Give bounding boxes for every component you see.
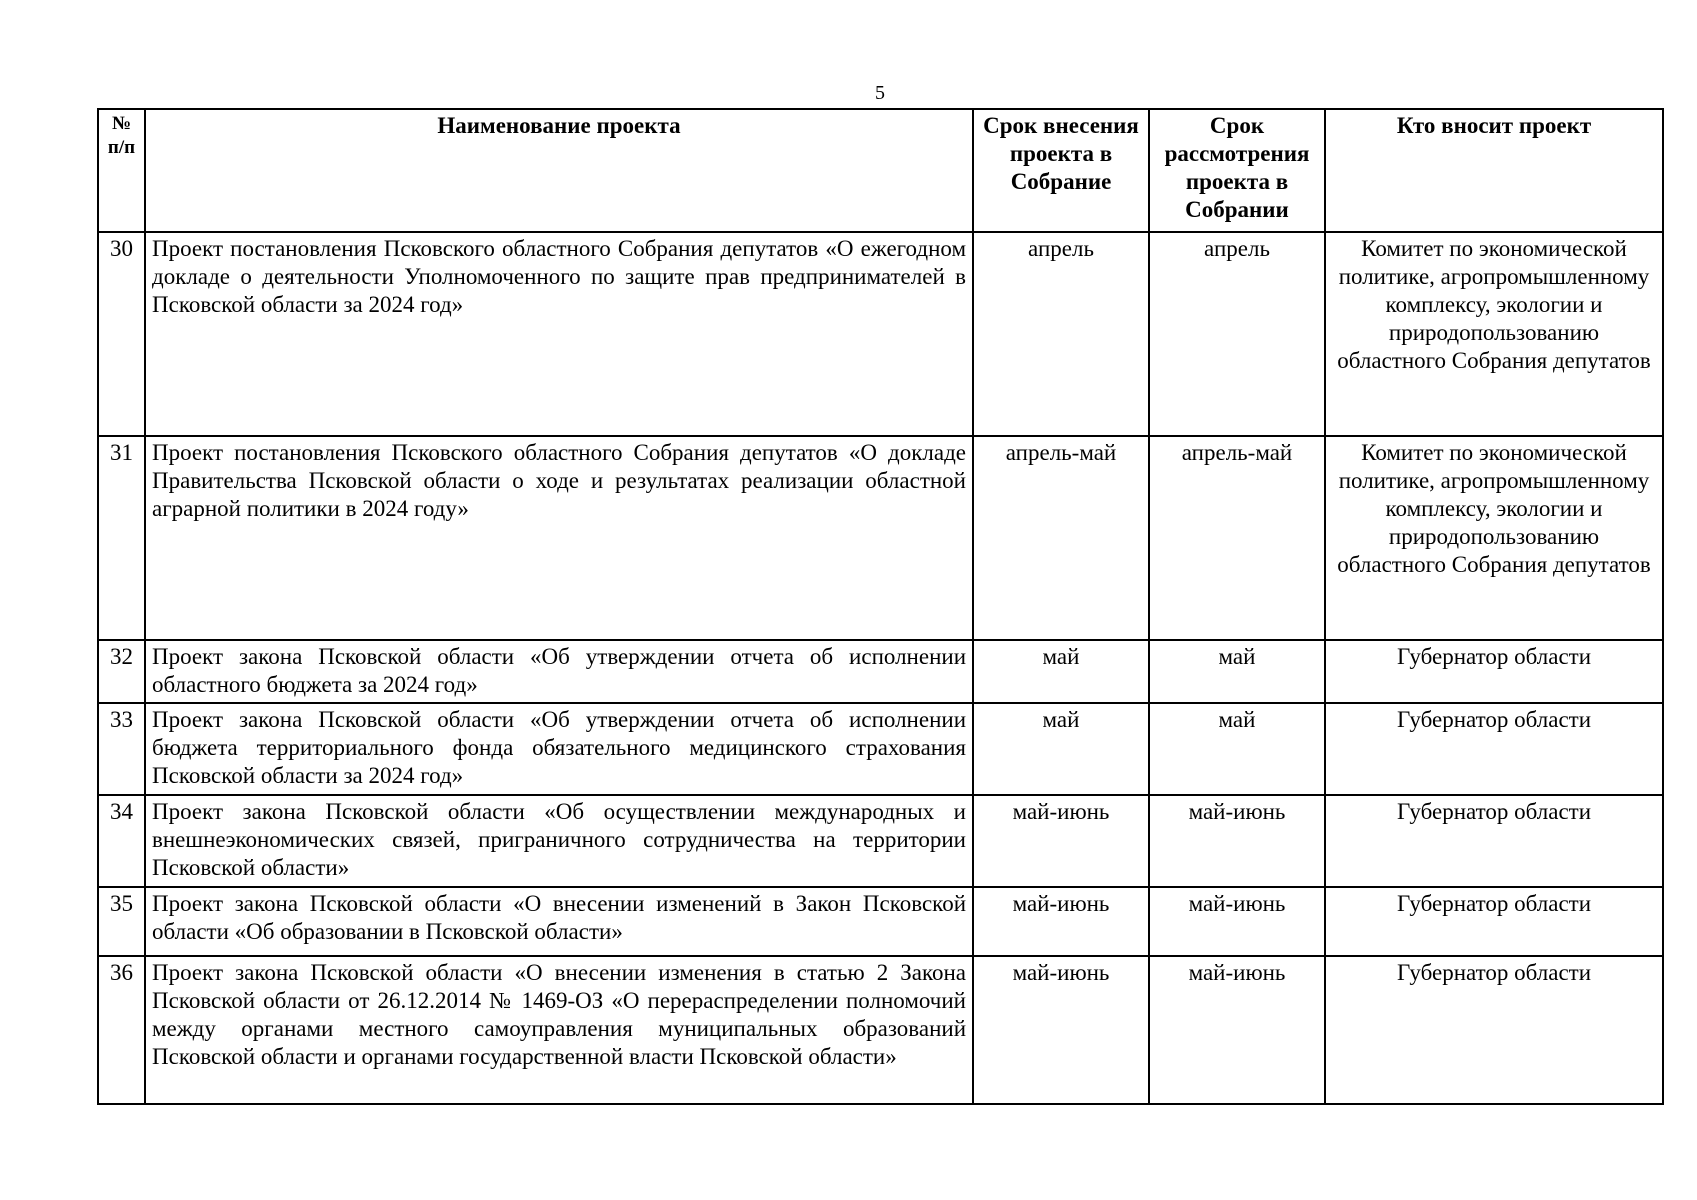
submitter: Комитет по экономической политике, агропромышленному комплексу, экологии и природопользованию областного Собрания депутатов (1325, 436, 1663, 640)
submission-term: май-июнь (973, 795, 1149, 887)
row-number: 32 (98, 640, 145, 703)
review-term: май (1149, 640, 1325, 703)
submitter: Губернатор области (1325, 795, 1663, 887)
submitter: Губернатор области (1325, 640, 1663, 703)
project-name: Проект закона Псковской области «Об утверждении отчета об исполнении областного бюджета за 2024 год» (145, 640, 973, 703)
submitter: Губернатор области (1325, 703, 1663, 795)
header-name: Наименование проекта (145, 109, 973, 232)
project-name: Проект закона Псковской области «Об утверждении отчета об исполнении бюджета территориального фонда обязательного медицинского страхования Псковской области за 2024 год» (145, 703, 973, 795)
submitter: Губернатор области (1325, 956, 1663, 1104)
row-number: 31 (98, 436, 145, 640)
review-term: май-июнь (1149, 956, 1325, 1104)
review-term: май-июнь (1149, 887, 1325, 956)
submitter: Комитет по экономической политике, агропромышленному комплексу, экологии и природопользованию областного Собрания депутатов (1325, 232, 1663, 436)
header-submission-term: Срок внесения проекта в Собрание (973, 109, 1149, 232)
submission-term: апрель-май (973, 436, 1149, 640)
table-row (98, 795, 1663, 887)
table-row (98, 232, 1663, 436)
table-row (98, 956, 1663, 1104)
table-header (98, 109, 1663, 232)
page-number: 5 (875, 82, 885, 104)
review-term: апрель-май (1149, 436, 1325, 640)
row-number: 33 (98, 703, 145, 795)
legislative-plan-table (97, 108, 1664, 1105)
review-term: апрель (1149, 232, 1325, 436)
submission-term: май-июнь (973, 887, 1149, 956)
submission-term: апрель (973, 232, 1149, 436)
project-name: Проект закона Псковской области «Об осуществлении международных и внешнеэкономических связей, приграничного сотрудничества на территории Псковской области» (145, 795, 973, 887)
submitter: Губернатор области (1325, 887, 1663, 956)
header-row (98, 109, 1663, 232)
table-body (98, 232, 1663, 1104)
row-number: 35 (98, 887, 145, 956)
table-row (98, 703, 1663, 795)
row-number: 30 (98, 232, 145, 436)
header-review-term: Срок рассмотрения проекта в Собрании (1149, 109, 1325, 232)
row-number: 36 (98, 956, 145, 1104)
project-name: Проект постановления Псковского областного Собрания депутатов «О докладе Правительства Псковской области о ходе и результатах реализации областной аграрной политики в 2024 году» (145, 436, 973, 640)
table-row (98, 436, 1663, 640)
submission-term: май-июнь (973, 956, 1149, 1104)
submission-term: май (973, 703, 1149, 795)
header-submitter: Кто вносит проект (1325, 109, 1663, 232)
row-number: 34 (98, 795, 145, 887)
submission-term: май (973, 640, 1149, 703)
project-name: Проект закона Псковской области «О внесении изменения в статью 2 Закона Псковской области от 26.12.2014 № 1469-ОЗ «О перераспределении полномочий между органами местного самоуправления муниципальных образований Псковской области и органами государственной власти Псковской области» (145, 956, 973, 1104)
table-row (98, 640, 1663, 703)
header-number: № п/п (98, 109, 145, 232)
project-name: Проект постановления Псковского областного Собрания депутатов «О ежегодном докладе о деятельности Уполномоченного по защите прав предпринимателей в Псковской области за 2024 год» (145, 232, 973, 436)
table-row (98, 887, 1663, 956)
review-term: май (1149, 703, 1325, 795)
review-term: май-июнь (1149, 795, 1325, 887)
project-name: Проект закона Псковской области «О внесении изменений в Закон Псковской области «Об образовании в Псковской области» (145, 887, 973, 956)
